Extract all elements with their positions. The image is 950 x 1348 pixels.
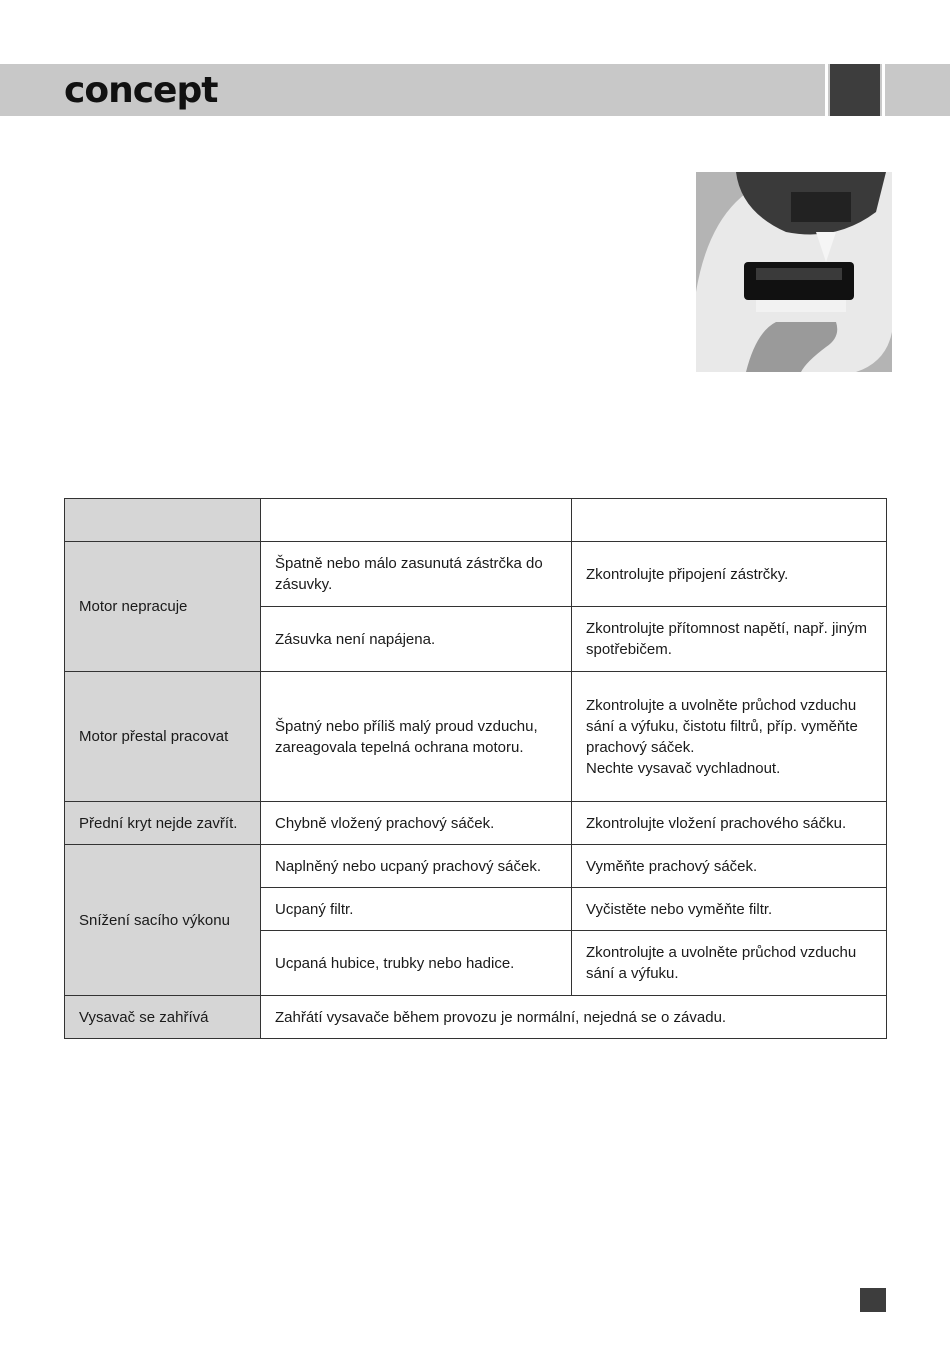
troubleshooting-table [64,498,887,1039]
cause-cell: Ucpaný filtr. [261,888,572,931]
table-row [65,845,887,888]
cause-cell: Naplněný nebo ucpaný prachový sáček. [261,845,572,888]
solution-cell: Zkontrolujte připojení zástrčky. [572,542,887,607]
table-row [65,996,887,1039]
table-row [65,672,887,802]
vacuum-illustration [696,172,892,372]
table-row [65,802,887,845]
table-header-row [65,499,887,542]
solution-cell: Vyměňte prachový sáček. [572,845,887,888]
header-divider [882,64,885,116]
table-row [65,542,887,607]
solution-text-extra: Nechte vysavač vychladnout. [586,759,781,777]
solution-cell: Zkontrolujte vložení prachového sáčku. [572,802,887,845]
header-problem [65,499,261,542]
cause-cell: Zásuvka není napájena. [261,607,572,672]
cause-cell: Špatný nebo příliš malý proud vzduchu, zareagovala tepelná ochrana motoru. [261,672,572,802]
solution-cell [572,672,887,802]
solution-cell: Vyčistěte nebo vyměňte filtr. [572,888,887,931]
header-cause [261,499,572,542]
solution-cell: Zkontrolujte a uvolněte průchod vzduchu sání a výfuku. [572,931,887,996]
header-solution [572,499,887,542]
problem-cell: Vysavač se zahřívá [65,996,261,1039]
solution-text: Zkontrolujte a uvolněte průchod vzduchu sání a výfuku, čistotu filtrů, příp. vyměňte prachový sáček. [586,696,858,756]
header-page-square [830,64,880,116]
solution-cell: Zkontrolujte přítomnost napětí, např. jiným spotřebičem. [572,607,887,672]
cause-cell: Ucpaná hubice, trubky nebo hadice. [261,931,572,996]
cause-cell: Špatně nebo málo zasunutá zástrčka do zásuvky. [261,542,572,607]
problem-cell: Snížení sacího výkonu [65,845,261,996]
problem-cell: Motor nepracuje [65,542,261,672]
merged-cell: Zahřátí vysavače během provozu je normální, nejedná se o závadu. [261,996,887,1039]
page-number-box [860,1288,886,1312]
cause-cell: Chybně vložený prachový sáček. [261,802,572,845]
brand-logo: concept [64,69,218,111]
problem-cell: Přední kryt nejde zavřít. [65,802,261,845]
vacuum-filter-photo [696,172,892,372]
header-divider [825,64,828,116]
problem-cell: Motor přestal pracovat [65,672,261,802]
